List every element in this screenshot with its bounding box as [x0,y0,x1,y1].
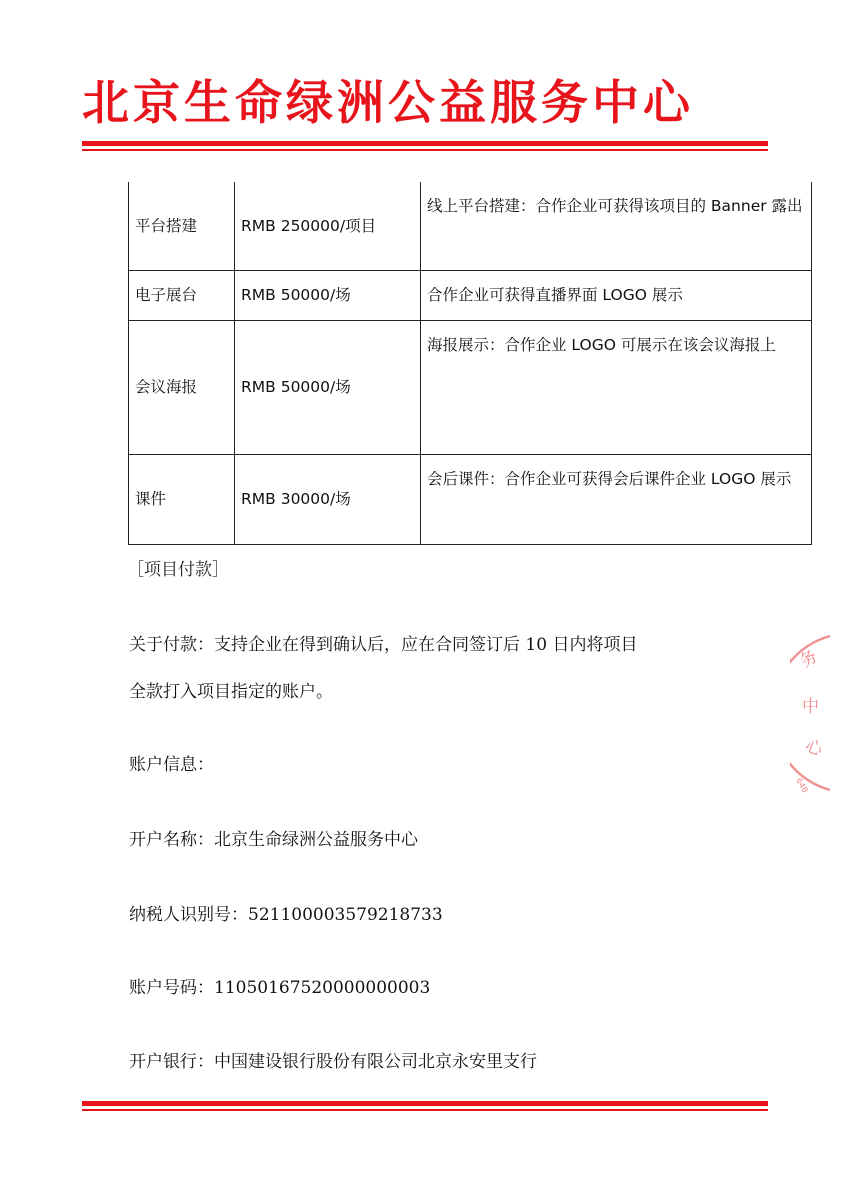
fee-description-cell: 线上平台搭建：合作企业可获得该项目的 Banner 露出 [421,182,812,270]
footer-divider [82,1101,768,1111]
fee-price-cell: RMB 30000/场 [235,454,421,544]
fee-description-cell: 合作企业可获得直播界面 LOGO 展示 [421,270,812,320]
table-row [129,320,812,454]
section-label-payment: ［项目付款］ [127,560,229,580]
svg-text:648: 648 [794,776,810,795]
fee-item-cell: 会议海报 [129,320,235,454]
bank-name: 开户银行：中国建设银行股份有限公司北京永安里支行 [129,1052,537,1072]
fee-description-cell: 会后课件：合作企业可获得会后课件企业 LOGO 展示 [421,454,812,544]
header-divider [82,141,768,151]
payment-terms-line-2: 全款打入项目指定的账户。 [129,682,333,702]
fee-description-cell: 海报展示：合作企业 LOGO 可展示在该会议海报上 [421,320,812,454]
svg-text:心: 心 [802,735,826,761]
fee-price-cell: RMB 50000/场 [235,320,421,454]
official-seal-stamp [790,630,830,795]
svg-text:中: 中 [802,697,819,717]
svg-text:务: 务 [796,646,822,673]
account-number: 账户号码：11050167520000000003 [129,978,431,998]
table-row [129,182,812,270]
table-row [129,270,812,320]
fee-item-cell: 电子展台 [129,270,235,320]
payment-terms-line-1: 关于付款：支持企业在得到确认后，应在合同签订后 10 日内将项目 [129,635,638,655]
fee-table [128,182,812,545]
page-title: 北京生命绿洲公益服务中心 [82,76,694,131]
fee-price-cell: RMB 50000/场 [235,270,421,320]
fee-item-cell: 课件 [129,454,235,544]
tax-id: 纳税人识别号：521100003579218733 [129,905,443,925]
fee-item-cell: 平台搭建 [129,182,235,270]
account-info-label: 账户信息： [129,755,214,775]
fee-price-cell: RMB 250000/项目 [235,182,421,270]
table-row [129,454,812,544]
account-name: 开户名称：北京生命绿洲公益服务中心 [129,830,418,850]
